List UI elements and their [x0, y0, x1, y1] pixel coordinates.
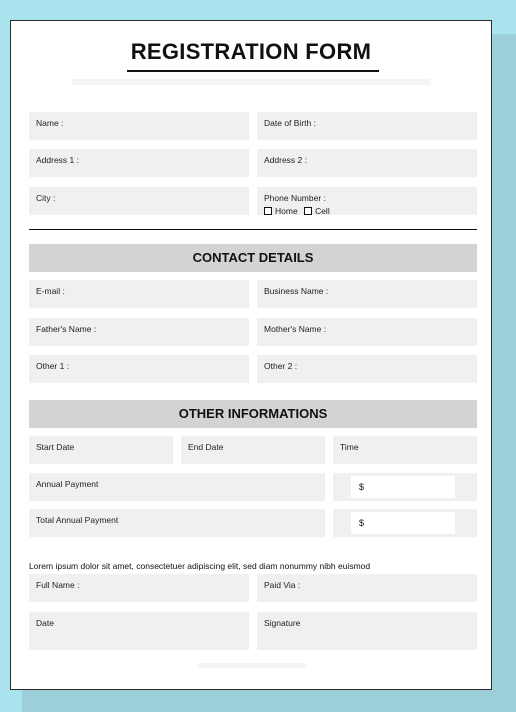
full-name-label: Full Name : [36, 580, 80, 590]
address2-label: Address 2 : [264, 155, 307, 165]
time-label: Time [340, 442, 359, 452]
total-currency-symbol: $ [359, 518, 365, 528]
end-date-field[interactable] [181, 436, 325, 464]
signature-field[interactable] [257, 612, 477, 650]
business-name-field[interactable] [257, 280, 477, 308]
email-field[interactable] [29, 280, 249, 308]
paid-via-field[interactable] [257, 574, 477, 602]
dob-label: Date of Birth : [264, 118, 316, 128]
end-date-label: End Date [188, 442, 224, 452]
annual-payment-label: Annual Payment [36, 479, 99, 489]
faint-footer-mark [197, 663, 307, 668]
annual-payment-input[interactable] [351, 476, 455, 498]
email-label: E-mail : [36, 286, 65, 296]
contact-details-heading: CONTACT DETAILS [29, 244, 477, 272]
full-name-field[interactable] [29, 574, 249, 602]
home-label: Home [275, 206, 298, 216]
form-paper [10, 20, 492, 690]
annual-payment-field [29, 473, 325, 501]
lorem-text: Lorem ipsum dolor sit amet, consectetuer adipiscing elit, sed diam nonummy nibh euismod [29, 561, 371, 571]
phone-cell-option[interactable] [304, 206, 330, 216]
total-annual-payment-label: Total Annual Payment [36, 515, 119, 525]
other-informations-heading: OTHER INFORMATIONS [29, 400, 477, 428]
phone-label: Phone Number : [264, 193, 326, 203]
annual-currency-symbol: $ [359, 482, 365, 492]
date-label: Date [36, 618, 54, 628]
home-checkbox[interactable] [264, 207, 272, 215]
name-label: Name : [36, 118, 64, 128]
cell-label: Cell [315, 206, 330, 216]
paid-via-label: Paid Via : [264, 580, 301, 590]
form-title: REGISTRATION FORM [130, 39, 372, 64]
start-date-label: Start Date [36, 442, 75, 452]
fathers-name-field[interactable] [29, 318, 249, 346]
section-divider [29, 229, 477, 230]
total-annual-payment-input[interactable] [351, 512, 455, 534]
address2-field[interactable] [257, 149, 477, 177]
mothers-name-field[interactable] [257, 318, 477, 346]
title-underline [127, 70, 379, 72]
city-field[interactable] [29, 187, 249, 215]
phone-home-option[interactable] [264, 206, 298, 216]
signature-label: Signature [264, 618, 301, 628]
fathers-name-label: Father's Name : [36, 324, 97, 334]
total-payment-amount-cell [333, 509, 477, 537]
other1-label: Other 1 : [36, 361, 70, 371]
other2-field[interactable] [257, 355, 477, 383]
annual-payment-amount-cell [333, 473, 477, 501]
other2-label: Other 2 : [264, 361, 298, 371]
total-annual-payment-field [29, 509, 325, 537]
city-label: City : [36, 193, 56, 203]
time-field[interactable] [333, 436, 477, 464]
start-date-field[interactable] [29, 436, 173, 464]
phone-field[interactable] [257, 187, 477, 215]
address1-label: Address 1 : [36, 155, 79, 165]
other1-field[interactable] [29, 355, 249, 383]
business-name-label: Business Name : [264, 286, 329, 296]
address1-field[interactable] [29, 149, 249, 177]
faint-subtitle-mark [71, 79, 431, 85]
cell-checkbox[interactable] [304, 207, 312, 215]
name-field[interactable] [29, 112, 249, 140]
dob-field[interactable] [257, 112, 477, 140]
mothers-name-label: Mother's Name : [264, 324, 327, 334]
date-field[interactable] [29, 612, 249, 650]
